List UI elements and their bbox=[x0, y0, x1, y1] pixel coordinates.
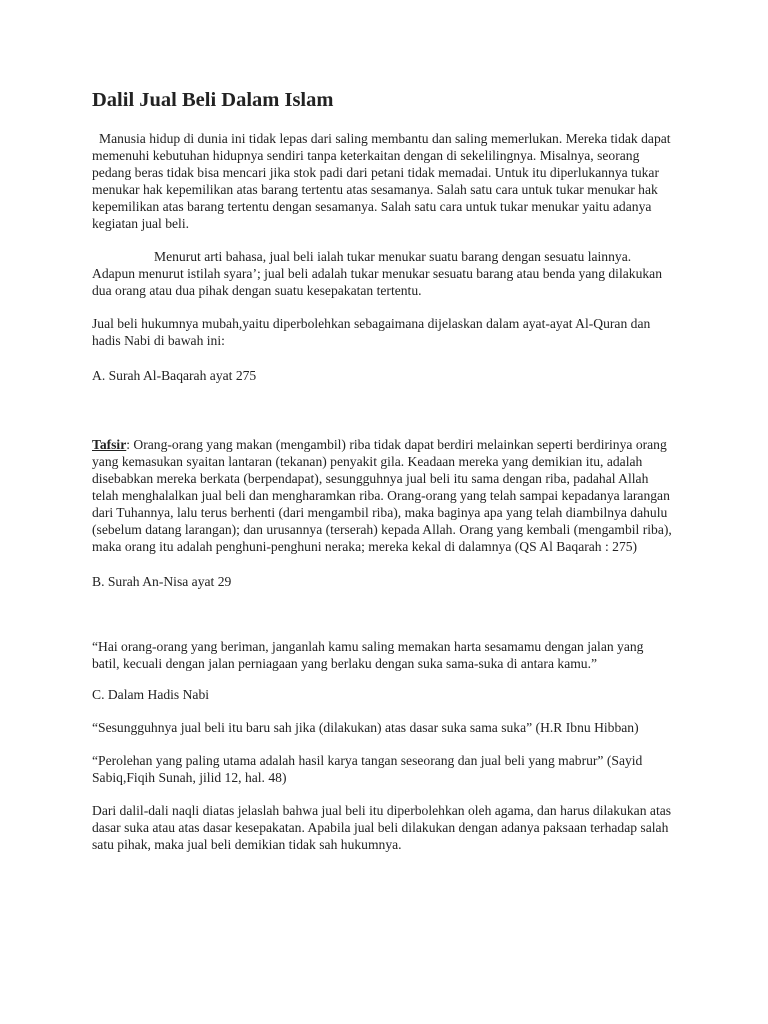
ruling-paragraph: Jual beli hukumnya mubah,yaitu diperbolehkan sebagaimana dijelaskan dalam ayat-ayat Al-Quran dan hadis Nabi di bawah ini: bbox=[92, 316, 651, 348]
tafsir-text: : Orang-orang yang makan (mengambil) riba tidak dapat berdiri melainkan seperti berdirinya orang yang kemasukan syaitan lantaran (tekanan) penyakit gila. Keadaan mereka yang demikian itu, adalah disebabkan mereka berkata (berpendapat), sesungguhnya jual beli itu sama dengan riba, padahal Allah telah menghalalkan jual beli dan mengharamkan riba. Orang-orang yang telah sampai kepadanya larangan dari Tuhannya, lalu terus berhenti (dari mengambil riba), maka baginya apa yang telah diambilnya dahulu (sebelum datang larangan); dan urusannya (terserah) kepada Allah. Orang yang kembali (mengambil riba), maka orang itu adalah penghuni-penghuni neraka; mereka kekal di dalamnya (QS Al Baqarah : 275) bbox=[92, 437, 672, 554]
hadith-2: “Perolehan yang paling utama adalah hasil karya tangan seseorang dan jual beli yang mabrur” (Sayid Sabiq,Fiqih Sunah, jilid 12, hal. 48) bbox=[92, 753, 643, 785]
document-page bbox=[92, 88, 672, 853]
section-b-heading: B. Surah An-Nisa ayat 29 bbox=[92, 574, 232, 589]
quote-nisa: “Hai orang-orang yang beriman, janganlah kamu saling memakan harta sesamamu dengan jalan yang batil, kecuali dengan jalan perniagaan yang berlaku dengan suka sama-suka di antara kamu.” bbox=[92, 639, 644, 671]
hadith-1: “Sesungguhnya jual beli itu baru sah jika (dilakukan) atas dasar suka sama suka” (H.R Ibnu Hibban) bbox=[92, 720, 639, 735]
conclusion-paragraph: Dari dalil-dali naqli diatas jelaslah bahwa jual beli itu diperbolehkan oleh agama, dan harus dilakukan atas dasar suka atau atas dasar kesepakatan. Apabila jual beli dilakukan dengan adanya paksaan terhadap salah satu pihak, maka jual beli demikian tidak sah hukumnya. bbox=[92, 803, 672, 852]
intro-paragraph: Manusia hidup di dunia ini tidak lepas dari saling membantu dan saling memerlukan. Mereka tidak dapat memenuhi kebutuhan hidupnya sendiri tanpa keterkaitan dengan di sekelilingnya. Misalnya, seorang pedang beras tidak bisa mencari jika stok padi dari petani tidak memadai. Untuk itu diperlukannya tukar menukar hak kepemilikan atas barang tertentu atas sesamanya. Salah satu cara untuk tukar menukar hak kepemilikan atas barang tertentu dengan sesamanya. Salah satu cara untuk tukar menukar yaitu adanya kegiatan jual beli. bbox=[92, 131, 671, 231]
section-a-heading: A. Surah Al-Baqarah ayat 275 bbox=[92, 368, 257, 383]
section-c-heading: C. Dalam Hadis Nabi bbox=[92, 687, 210, 702]
definition-paragraph: Menurut arti bahasa, jual beli ialah tukar menukar suatu barang dengan sesuatu lainnya. Adapun menurut istilah syara’; jual beli adalah tukar menukar sesuatu barang atau benda yang dilakukan dua orang atau dua pihak dengan suatu kesepakatan tertentu. bbox=[92, 249, 662, 298]
document-title: Dalil Jual Beli Dalam Islam bbox=[92, 89, 334, 111]
tafsir-paragraph bbox=[92, 436, 672, 555]
tafsir-label: Tafsir bbox=[92, 437, 127, 452]
